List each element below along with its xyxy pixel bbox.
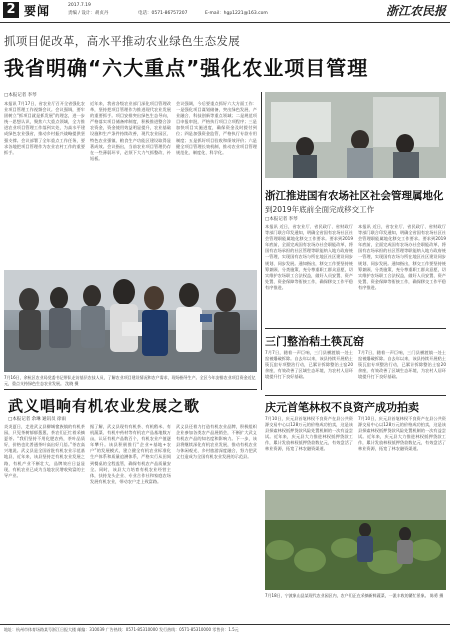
side2-headline: 三门整治秸土筷瓦窑 [265, 335, 364, 348]
side3-body-col1: 7月10日，庆元县首笔林权不良资产在县公共资源交易中心以128万元的价格成功拍卖，这是该县探索林权抵押贷款风险处置机制的一次有益尝试。近年来，庆元县大力推进林权抵押贷款工作，累计发放林权抵押贷款数亿元，有效盘活了林业资源，拓宽了林农融资渠道。 [265, 416, 353, 452]
feature-divider [4, 389, 257, 390]
contact-phone: 电话：0571-86757207 [138, 11, 188, 16]
lead-body-col3: 会议强调，今后要重点抓好六大方面工作：一是强化项目谋划储备，突出绿色发展、产业融合、科技创新等重点领域；二是规范项目申报审批，严格执行项目立项程序；三是加快项目实施进度，确保资金及时拨付到位；四是加强资金监管，严格执行专款专用制度；五是抓好项目验收和绩效评价；六是健全项目管理长效机制，推动农业项目管理规范化、制度化、科学化。 [176, 101, 257, 155]
column-divider [261, 92, 262, 390]
feature-body-col1: 炎炎夏日，走进武义县柳城畲族镇的有机茶园，只见茶树郁郁葱葱，茶农们正忙着采摘夏茶。“我们坚持不用化肥农药，茶叶品质好，价格也比普通茶叶高出好几倍。”茶农高兴地说。武义县是全国首批有机农业示范基地县，近年来，该县坚持走有机农业发展之路，有机产业不断壮大，品牌效应日益显现，有机农业已成为当地农民增收致富的主导产业。 [4, 424, 85, 478]
side-photo-scene [265, 92, 446, 178]
side-divider-1 [265, 328, 446, 329]
side3-headline: 庆元首笔林权不良资产成功拍卖 [265, 401, 419, 414]
lead-photo-caption: 7月16日，余杭区农业局党委书记带队走访基层农技人员，了解农业项目建设情况和农户需求，现场指导生产。全区今年安排农业项目资金近亿元，重点支持绿色生态农业发展。 沈晓 摄 [4, 375, 256, 386]
side1-subtitle: 到2019年底前全面完成移交工作 [265, 205, 375, 214]
side1-headline: 浙江推进国有农场社区社会管理属地化 [265, 190, 444, 202]
lead-photo-scene [4, 270, 257, 372]
lead-byline: □本报记者 李琴 [4, 93, 37, 98]
footer-rule [0, 624, 450, 625]
side3-body-col2: 7月10日，庆元县首笔林权不良资产在县公共资源交易中心以128万元的价格成功拍卖，这是该县探索林权抵押贷款风险处置机制的一次有益尝试。近年来，庆元县大力推进林权抵押贷款工作，累计发放林权抵押贷款数亿元，有效盘活了林业资源，拓宽了林农融资渠道。 [358, 416, 446, 452]
side1-body-col1: 本报讯 近日，省农业厅、省民政厅、省财政厅等部门联合印发通知，明确全省国有农场社区社会管理职能属地化移交工作要求。要求到2019年底前，全面完成国有农场办社会职能改革，将国有农场承担的社区管理等职能纳入地方政府统一管理，实现国有农场与所在地区社区建设同步规划、同步发展。通知指出，移交工作要坚持统筹兼顾、分类施策，充分尊重职工群众意愿，切实维护农场职工合法权益，做好人员安置、资产处置、资金保障等衔接工作，确保移交工作平稳有序推进。 [265, 224, 353, 290]
lead-body-col2: 近年来，我省各级农业部门深化项目管理改革，坚持把项目管理作为推进现代农业发展的重要抓手。项目安排突出绿色生态导向，严格落实项目储备库制度，积极推进整合涉农资金，资金使用效益明显提升，农业基础设施和生产条件持续改善，现代农业园区、特色农业强镇、粮食生产功能区建设取得显著成效。会议指出，当前农业项目管理仍存在一些薄弱环节，必须下大力气抓整改、补短板。 [90, 101, 171, 161]
lead-photo [4, 270, 257, 372]
side2-body-col2: 7月7日，随着一声巨响，三门县横渡镇一处土窑被爆破拆除。自去年以来，该县持续开展秸土筷瓦窑专项整治行动，已累计拆除整治土窑20余座，有效改善了区域生态环境，为农村人居环境提升打下良好基础。 [358, 350, 446, 380]
side-photo [265, 92, 446, 178]
lead-subtitle: 抓项目促改革，高水平推动农业绿色生态发展 [4, 34, 240, 48]
lead-headline: 我省明确“六大重点”强化农业项目管理 [4, 56, 369, 80]
feature-headline: 武义唱响有机农业发展之歌 [8, 397, 201, 415]
newspaper-brand: 浙江农民报 [385, 4, 446, 18]
feature-photo [265, 490, 446, 590]
issue-date: 2017.7.19 [68, 3, 91, 8]
masthead-bar [0, 0, 450, 23]
side1-byline: □本报记者 李琴 [265, 217, 298, 222]
side1-body-col2: 本报讯 近日，省农业厅、省民政厅、省财政厅等部门联合印发通知，明确全省国有农场社区社会管理职能属地化移交工作要求。要求到2019年底前，全面完成国有农场办社会职能改革，将国有农场承担的社区管理等职能纳入地方政府统一管理，实现国有农场与所在地区社区建设同步规划、同步发展。通知指出，移交工作要坚持统筹兼顾、分类施策，充分尊重职工群众意愿，切实维护农场职工合法权益，做好人员安置、资产处置、资金保障等衔接工作，确保移交工作平稳有序推进。 [358, 224, 446, 290]
section-title: 要闻 [24, 4, 51, 18]
side-divider-2 [265, 395, 446, 396]
feature-byline: □本报记者 余琳 通讯员 徐雨 [8, 417, 67, 422]
lead-body-col1: 本报讯 7月17日，省农业厅召开全省强化农业项目管理工作视频会议。会议强调，要牢固树立“抓项目就是抓发展”的理念，进一步统一思想认识，聚焦六大重点领域，全力推进农业项目管理工作落到实处，为高水平建成绿色农业强省，推动乡村振兴战略提供坚强支撑。会议部署了全年重点工作任务，要求各地把项目管理作为农业农村工作的重要抓手。 [4, 101, 85, 155]
feature-photo-caption: 7月18日，宁波象山县某现代农业园区内，农户们正在采摘新鲜蔬菜，一派丰收的繁忙景象。 陈勇 摄 [265, 593, 444, 598]
editor-credit: 责编 / 设计：胡贞丹 [68, 11, 109, 16]
footer-info: 地址：杭州市体育场路某号浙江日报大楼 邮编：310039 广告热线：0571-85310000 发行热线：0571-85310000 零售价：1.5元 [4, 627, 239, 632]
feature-body-col2: 据了解，武义县现有有机茶、有机稻米、有机蔬菜、有机中药材等有机农产品基地数万亩，认证有机产品数百个，有机农业产值逐年攀升。该县积极推行“企业+基地+农户”的发展模式，建立健全有机农业标准化生产体系和质量追溯体系，严格实行从田间到餐桌的全程监管，确保有机农产品质量安全。同时，该县大力培育有机农业经营主体，扶持龙头企业、专业合作社和家庭农场发展有机农业，带动农户走上致富路。 [90, 424, 171, 484]
contact-email: E-mail：hgp1221@163.com [205, 11, 268, 16]
feature-photo-scene [265, 490, 446, 590]
feature-body-col3: 武义县还着力打造有机农业品牌，积极组织企业参加各类农产品展销会，不断扩大武义有机农产品的知名度和影响力。下一步，该县将继续深化有机农业发展，推动有机农业与休闲观光、乡村旅游深度融合，努力把武义打造成为全国有机农业发展的示范县。 [176, 424, 257, 460]
page-number: 2 [3, 2, 19, 18]
side2-body-col1: 7月7日，随着一声巨响，三门县横渡镇一处土窑被爆破拆除。自去年以来，该县持续开展秸土筷瓦窑专项整治行动，已累计拆除整治土窑20余座，有效改善了区域生态环境，为农村人居环境提升打下良好基础。 [265, 350, 353, 380]
